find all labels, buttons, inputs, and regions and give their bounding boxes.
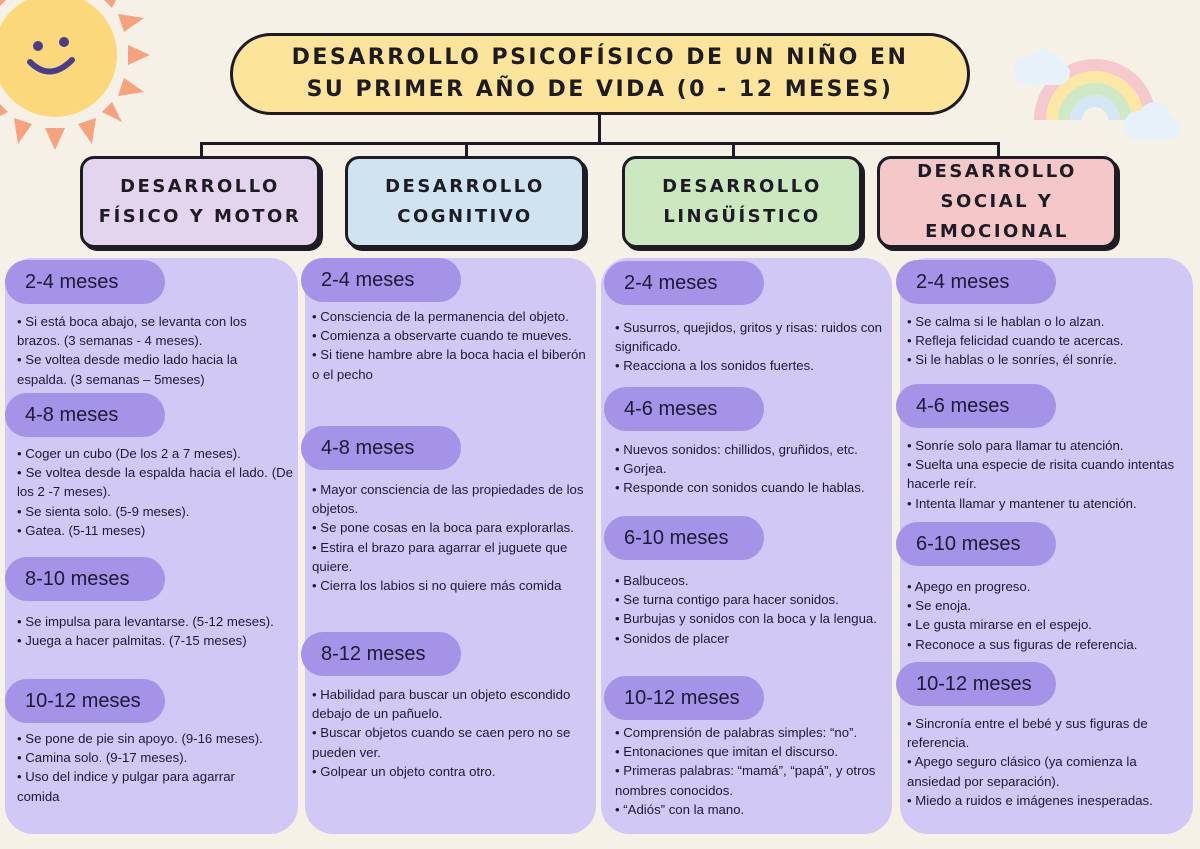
sun-icon [0, 0, 150, 150]
milestone-item: • Se sienta solo. (5-9 meses). [17, 502, 293, 521]
milestone-item: • Coger un cubo (De los 2 a 7 meses). [17, 444, 293, 463]
period-label: 4-6 meses [604, 387, 764, 431]
milestone-item: • Se voltea desde la espalda hacia el lado. (De los 2 -7 meses). [17, 463, 293, 501]
category-header-linguistico [622, 156, 862, 248]
main-title-text: DESARROLLO PSICOFÍSICO DE UN NIÑO EN SU PRIMER AÑO DE VIDA (0 - 12 MESES) [291, 45, 909, 102]
milestone-list [17, 312, 287, 389]
category-label: DESARROLLO FÍSICO Y MOTOR [98, 176, 302, 227]
milestone-item: • Gatea. (5-11 meses) [17, 521, 293, 540]
period-label: 4-6 meses [896, 384, 1056, 428]
connector-linguistico [732, 142, 735, 156]
milestone-item: • Sincronía entre el bebé y sus figuras de referencia. [907, 714, 1187, 752]
milestone-item: • “Adiós” con la mano. [615, 800, 885, 819]
milestone-item: • Sonríe solo para llamar tu atención. [907, 436, 1187, 455]
milestone-item: • Golpear un objeto contra otro. [312, 762, 588, 781]
milestone-list [615, 571, 885, 648]
milestone-item: • Responde con sonidos cuando le hablas. [615, 478, 899, 497]
category-header-social-emocional [877, 156, 1117, 248]
milestone-list [17, 444, 293, 540]
period-label: 10-12 meses [604, 676, 764, 720]
period-label: 4-8 meses [5, 393, 165, 437]
milestone-item: • Intenta llamar y mantener tu atención. [907, 494, 1187, 513]
milestone-item: • Cierra los labios si no quiere más comida [312, 576, 596, 595]
milestone-item: • Susurros, quejidos, gritos y risas: ruidos con significado. [615, 318, 885, 356]
milestone-item: • Camina solo. (9-17 meses). [17, 748, 279, 767]
milestone-list [312, 480, 596, 595]
connector-cognitivo [465, 142, 468, 156]
milestone-list [907, 312, 1187, 370]
milestone-list [312, 685, 588, 781]
period-label: 2-4 meses [896, 260, 1056, 304]
milestone-item: • Refleja felicidad cuando te acercas. [907, 331, 1187, 350]
milestone-item: • Gorjea. [615, 459, 899, 478]
milestone-item: • Buscar objetos cuando se caen pero no se pueden ver. [312, 723, 588, 761]
milestone-item: • Si está boca abajo, se levanta con los brazos. (3 semanas - 4 meses). [17, 312, 287, 350]
milestone-item: • Nuevos sonidos: chillidos, gruñidos, etc. [615, 440, 899, 459]
milestone-item: • Comprensión de palabras simples: “no”. [615, 723, 885, 742]
connector-horizontal [200, 142, 1000, 145]
milestone-item: • Primeras palabras: “mamá”, “papá”, y otros nombres conocidos. [615, 761, 885, 799]
rainbow-icon [1010, 25, 1180, 145]
connector-trunk [598, 115, 601, 145]
milestone-item: • Se voltea desde medio lado hacia la espalda. (3 semanas – 5meses) [17, 350, 287, 388]
milestone-item: • Burbujas y sonidos con la boca y la lengua. [615, 609, 885, 628]
milestone-item: • Suelta una especie de risita cuando intentas hacerle reír. [907, 455, 1187, 493]
milestone-item: • Reacciona a los sonidos fuertes. [615, 356, 885, 375]
category-header-cognitivo [345, 156, 585, 248]
milestone-item: • Entonaciones que imitan el discurso. [615, 742, 885, 761]
milestone-item: • Consciencia de la permanencia del objeto. [312, 307, 588, 326]
connector-fisico [200, 142, 203, 156]
milestone-list [17, 612, 279, 650]
period-label: 8-10 meses [5, 557, 165, 601]
milestone-list [907, 714, 1187, 810]
milestone-item: • Le gusta mirarse en el espejo. [907, 615, 1187, 634]
milestone-item: • Juega a hacer palmitas. (7-15 meses) [17, 631, 279, 650]
milestone-item: • Apego en progreso. [907, 577, 1187, 596]
milestone-item: • Se enoja. [907, 596, 1187, 615]
period-label: 4-8 meses [301, 426, 461, 470]
milestone-item: • Miedo a ruidos e imágenes inesperadas. [907, 791, 1187, 810]
period-label: 10-12 meses [5, 679, 165, 723]
milestone-item: • Uso del indice y pulgar para agarrar comida [17, 767, 279, 805]
period-label: 2-4 meses [301, 258, 461, 302]
category-header-fisico-motor [80, 156, 320, 248]
milestone-item: • Si le hablas o le sonríes, él sonríe. [907, 350, 1187, 369]
period-label: 6-10 meses [896, 522, 1056, 566]
category-label: DESARROLLO COGNITIVO [385, 176, 545, 227]
milestone-item: • Balbuceos. [615, 571, 885, 590]
milestone-item: • Se pone cosas en la boca para explorarlas. [312, 518, 596, 537]
period-label: 6-10 meses [604, 516, 764, 560]
main-title [230, 33, 970, 115]
milestone-list [615, 723, 885, 819]
milestone-item: • Si tiene hambre abre la boca hacia el biberón o el pecho [312, 345, 588, 383]
milestone-list [615, 318, 885, 376]
period-label: 2-4 meses [604, 261, 764, 305]
category-label: DESARROLLO LINGÜÍSTICO [662, 176, 822, 227]
milestone-item: • Habilidad para buscar un objeto escondido debajo de un pañuelo. [312, 685, 588, 723]
milestone-item: • Se pone de pie sin apoyo. (9-16 meses). [17, 729, 279, 748]
milestone-list [615, 440, 899, 498]
milestone-list [907, 577, 1187, 654]
milestone-item: • Reconoce a sus figuras de referencia. [907, 635, 1187, 654]
period-label: 8-12 meses [301, 632, 461, 676]
milestone-item: • Se turna contigo para hacer sonidos. [615, 590, 885, 609]
milestone-item: • Estira el brazo para agarrar el juguete que quiere. [312, 538, 596, 576]
period-label: 2-4 meses [5, 260, 165, 304]
milestone-list [907, 436, 1187, 513]
milestone-item: • Sonidos de placer [615, 629, 885, 648]
milestone-item: • Apego seguro clásico (ya comienza la ansiedad por separación). [907, 752, 1187, 790]
connector-social [997, 142, 1000, 156]
period-label: 10-12 meses [896, 662, 1056, 706]
milestone-item: • Comienza a observarte cuando te mueves. [312, 326, 588, 345]
milestone-list [17, 729, 279, 806]
milestone-item: • Mayor consciencia de las propiedades de los objetos. [312, 480, 596, 518]
milestone-item: • Se calma si le hablan o lo alzan. [907, 312, 1187, 331]
category-label: DESARROLLO SOCIAL Y EMOCIONAL [917, 161, 1077, 242]
milestone-item: • Se impulsa para levantarse. (5-12 meses). [17, 612, 279, 631]
milestone-list [312, 307, 588, 384]
